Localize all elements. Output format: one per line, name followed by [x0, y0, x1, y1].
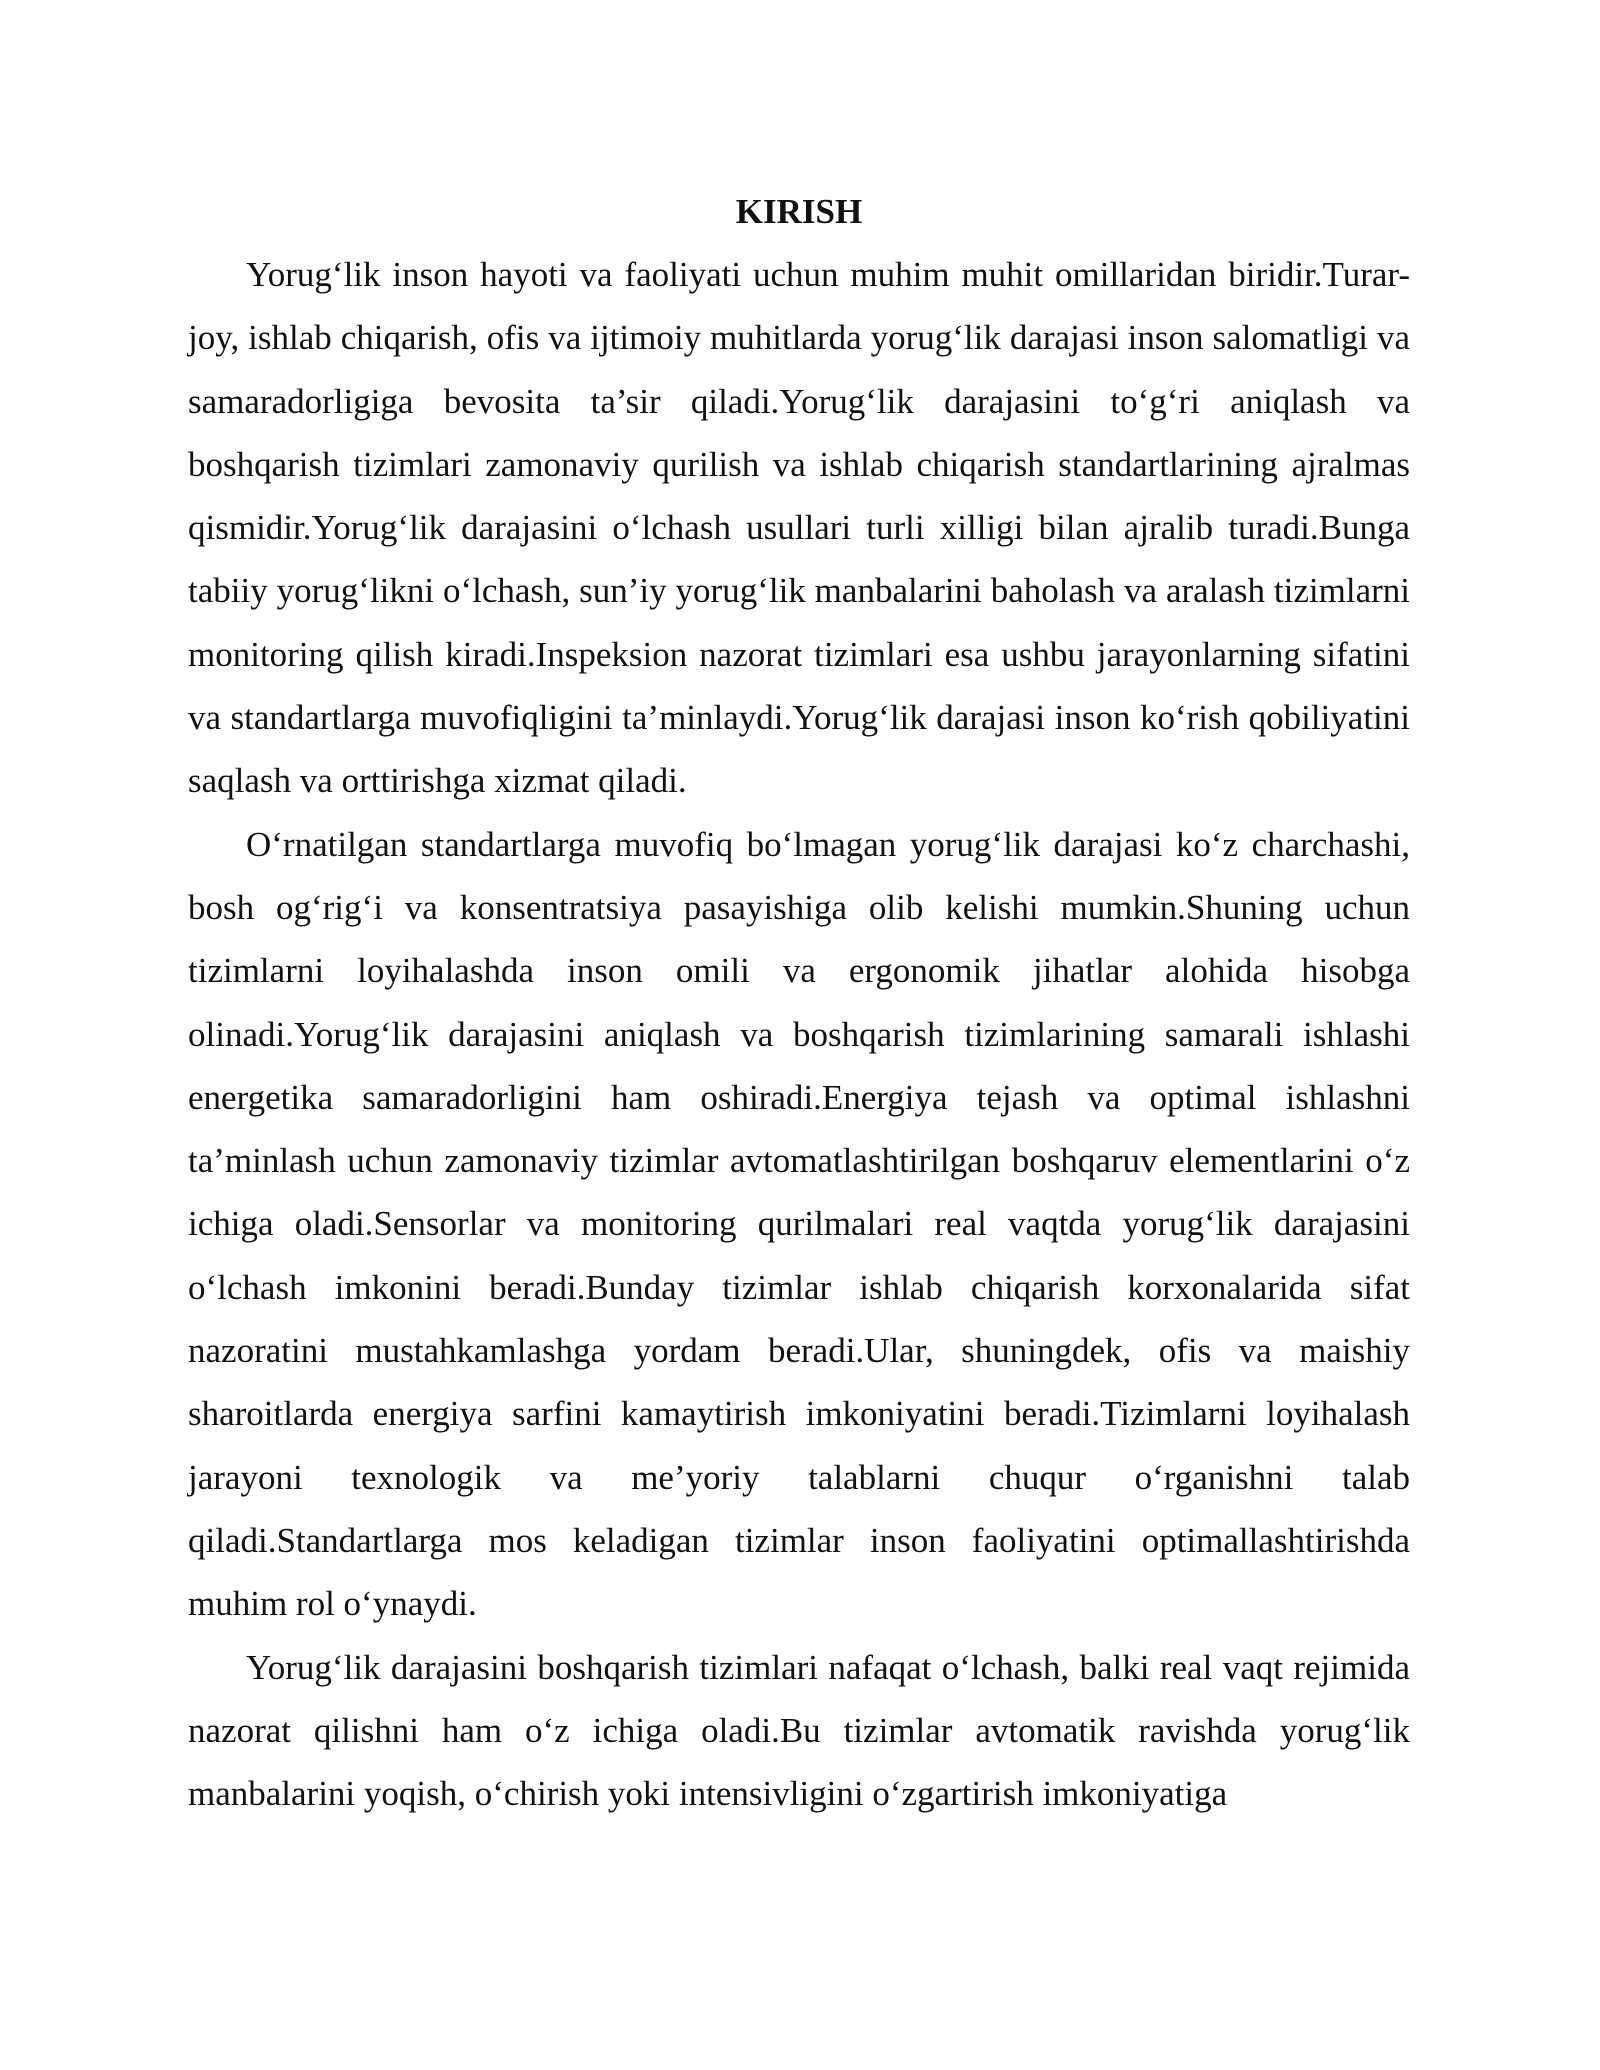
document-title: KIRISH	[735, 192, 863, 231]
document-page	[188, 180, 1410, 1825]
paragraph-2: O‘rnatilgan standartlarga muvofiq bo‘lmagan yorug‘lik darajasi ko‘z charchashi, bosh og‘rig‘i va konsentratsiya pasayishiga olib kelishi mumkin.Shuning uchun tizimlarni loyihalashda inson omili va ergonomik jihatlar alohida hisobga olinadi.Yorug‘lik darajasini aniqlash va boshqarish tizimlarining samarali ishlashi energetika samaradorligini ham oshiradi.Energiya tejash va optimal ishlashni ta’minlash uchun zamonaviy tizimlar avtomatlashtirilgan boshqaruv elementlarini o‘z ichiga oladi.Sensorlar va monitoring qurilmalari real vaqtda yorug‘lik darajasini o‘lchash imkonini beradi.Bunday tizimlar ishlab chiqarish korxonalarida sifat nazoratini mustahkamlashga yordam beradi.Ular, shuningdek, ofis va maishiy sharoitlarda energiya sarfini kamaytirish imkoniyatini beradi.Tizimlarni loyihalash jarayoni texnologik va me’yoriy talablarni chuqur o‘rganishni talab qiladi.Standartlarga mos keladigan tizimlar inson faoliyatini optimallashtirishda muhim rol o‘ynaydi.	[188, 824, 1410, 1624]
paragraph-3: Yorug‘lik darajasini boshqarish tizimlari nafaqat o‘lchash, balki real vaqt rejimida nazorat qilishni ham o‘z ichiga oladi.Bu tizimlar avtomatik ravishda yorug‘lik manbalarini yoqish, o‘chirish yoki intensivligini o‘zgartirish imkoniyatiga	[188, 1647, 1410, 1814]
paragraph-1: Yorug‘lik inson hayoti va faoliyati uchun muhim muhit omillaridan biridir.Turar-joy, ishlab chiqarish, ofis va ijtimoiy muhitlarda yorug‘lik darajasi inson salomatligi va samaradorligiga bevosita ta’sir qiladi.Yorug‘lik darajasini to‘g‘ri aniqlash va boshqarish tizimlari zamonaviy qurilish va ishlab chiqarish standartlarining ajralmas qismidir.Yorug‘lik darajasini o‘lchash usullari turli xilligi bilan ajralib turadi.Bunga tabiiy yorug‘likni o‘lchash, sun’iy yorug‘lik manbalarini baholash va aralash tizimlarni monitoring qilish kiradi.Inspeksion nazorat tizimlari esa ushbu jarayonlarning sifatini va standartlarga muvofiqligini ta’minlaydi.Yorug‘lik darajasi inson ko‘rish qobiliyatini saqlash va orttirishga xizmat qiladi.	[188, 255, 1410, 801]
